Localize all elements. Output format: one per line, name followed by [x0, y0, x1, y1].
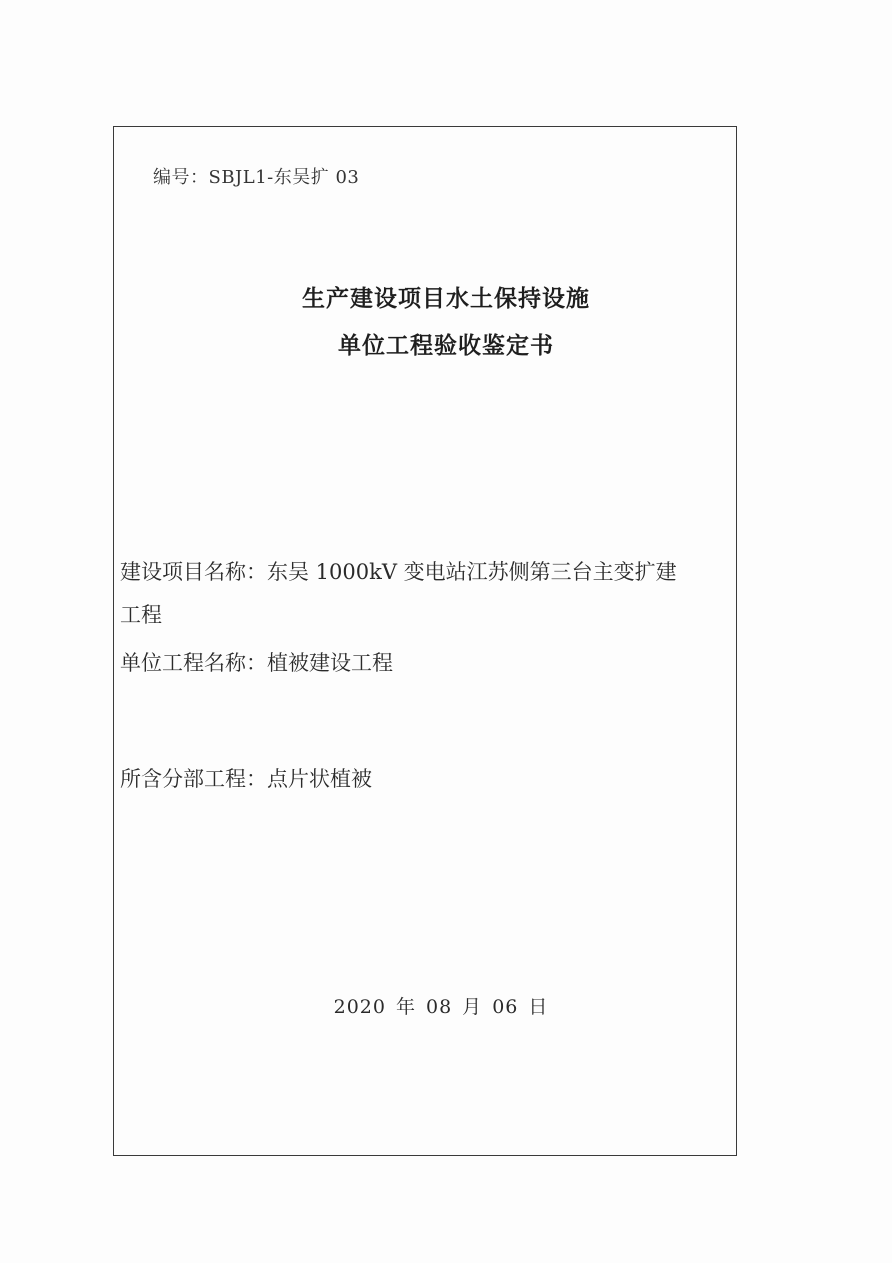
serial-label: 编号： — [153, 167, 209, 188]
serial-value: SBJL1-东吴扩 03 — [208, 167, 360, 188]
unit-project-label: 单位工程名称： — [120, 651, 267, 675]
document-title-line2: 单位工程验收鉴定书 — [338, 333, 554, 359]
sub-project-field — [120, 763, 372, 793]
document-title-line1: 生产建设项目水土保持设施 — [302, 286, 590, 312]
date-month-unit: 月 — [462, 996, 483, 1018]
project-name-value-line2: 工程 — [120, 603, 162, 627]
date-year: 2020 — [333, 996, 386, 1018]
document-date — [0, 992, 892, 1019]
project-name-value-line1: 东吴 1000kV 变电站江苏侧第三台主变扩建 — [267, 560, 677, 584]
project-name-label: 建设项目名称： — [120, 560, 267, 584]
sub-project-value: 点片状植被 — [267, 767, 372, 791]
date-day-unit: 日 — [528, 996, 549, 1018]
date-day: 06 — [492, 996, 519, 1018]
unit-project-value: 植被建设工程 — [267, 651, 393, 675]
sub-project-label: 所含分部工程： — [120, 767, 267, 791]
unit-project-field — [120, 647, 393, 677]
date-month: 08 — [425, 996, 453, 1018]
serial-number — [153, 163, 359, 189]
project-name-field — [120, 556, 677, 586]
date-year-unit: 年 — [395, 996, 416, 1018]
